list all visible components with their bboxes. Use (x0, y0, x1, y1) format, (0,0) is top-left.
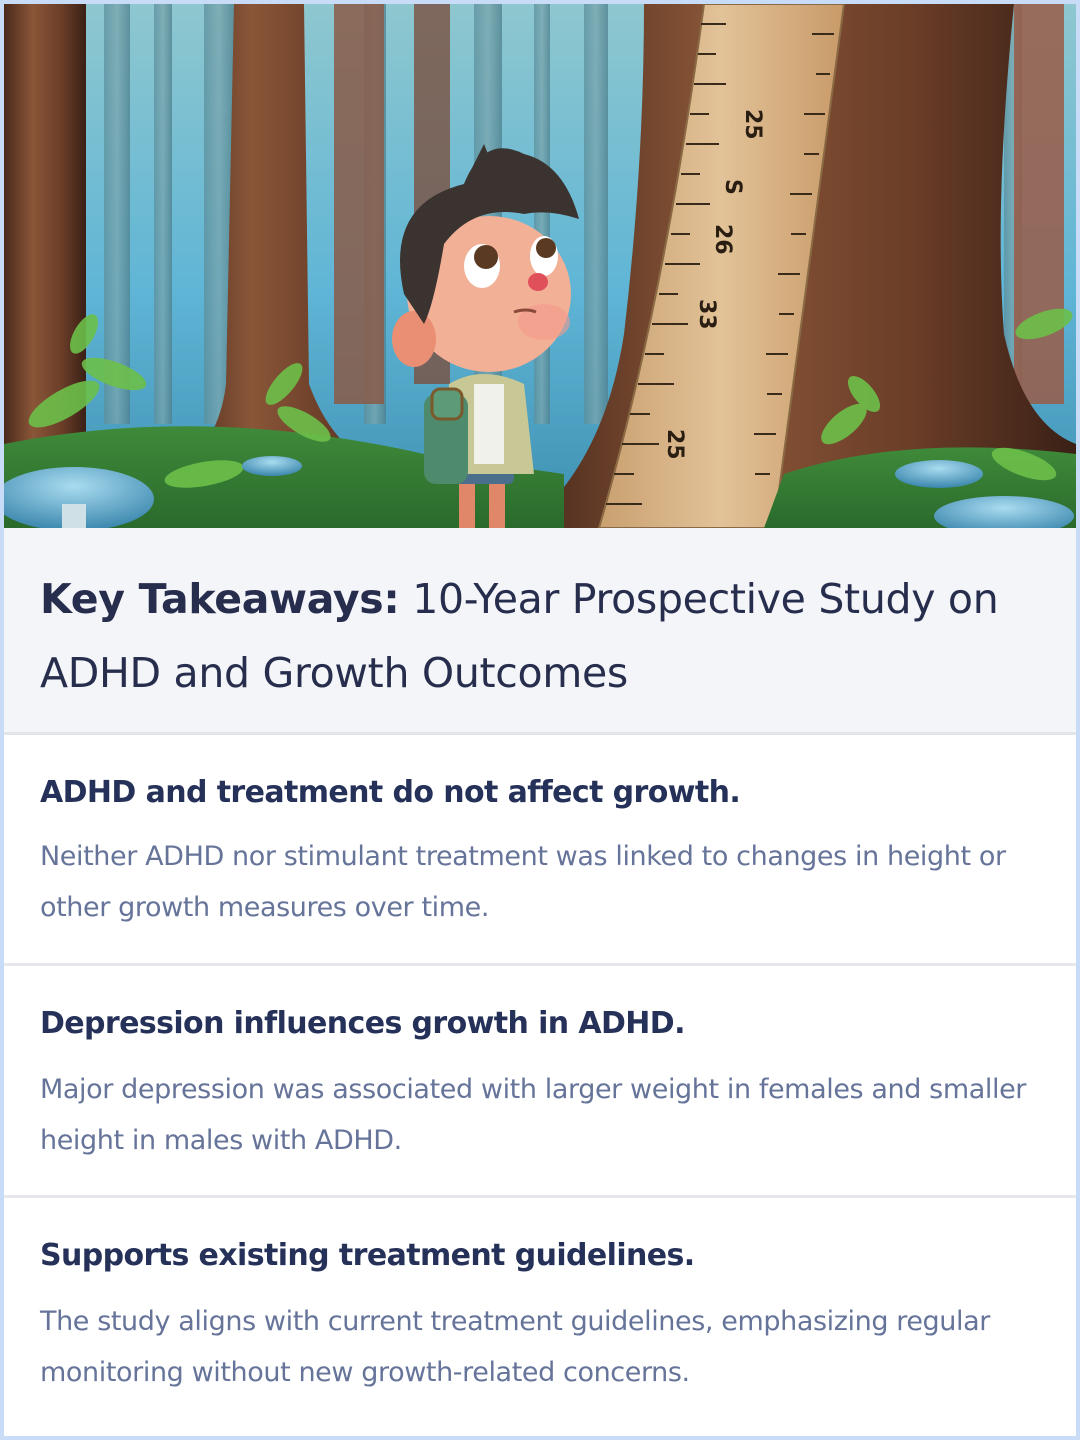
takeaway-body: Major depression was associated with larger weight in females and smaller height in males with ADHD. (40, 1074, 1027, 1156)
takeaway-item (4, 1198, 1076, 1436)
title-text: 10-Year Prospective Study on ADHD and Growth Outcomes (40, 575, 999, 697)
title-band (4, 528, 1076, 735)
svg-text:S: S (720, 179, 745, 195)
page-title (40, 562, 1040, 710)
takeaway-item (4, 735, 1076, 966)
takeaway-heading: ADHD and treatment do not affect growth. (40, 775, 741, 810)
takeaway-body: Neither ADHD nor stimulant treatment was linked to changes in height or other growth measures over time. (40, 841, 1006, 923)
svg-text:25: 25 (740, 109, 765, 140)
takeaway-item (4, 966, 1076, 1198)
takeaway-heading: Supports existing treatment guidelines. (40, 1238, 695, 1273)
title-prefix: Key Takeaways: (40, 575, 400, 623)
takeaway-heading: Depression influences growth in ADHD. (40, 1006, 685, 1041)
takeaway-body: The study aligns with current treatment guidelines, emphasizing regular monitoring without new growth-related concerns. (40, 1306, 990, 1388)
hero-illustration (4, 4, 1076, 528)
svg-text:25: 25 (662, 429, 687, 460)
svg-text:26: 26 (710, 224, 735, 255)
takeaways-card (4, 4, 1076, 1436)
svg-text:33: 33 (694, 299, 719, 330)
